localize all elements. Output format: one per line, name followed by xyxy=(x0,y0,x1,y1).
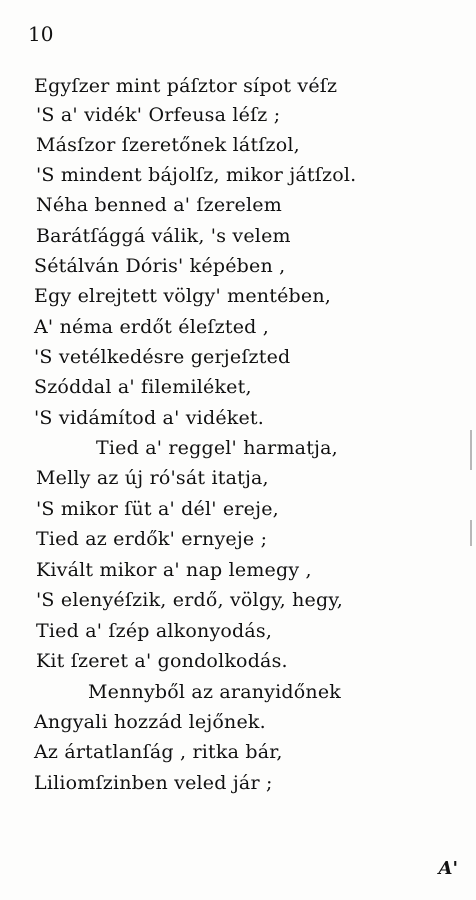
poem-line: Egyſzer mint páſztor sípot véſz xyxy=(34,75,338,97)
poem-line: 'S mindent bájolſz, mikor játſzol. xyxy=(36,164,357,186)
poem-line: Egy elrejtett völgy' mentében, xyxy=(34,285,332,307)
poem-line: Tied a' reggel' harmatja, xyxy=(96,437,338,459)
poem-line: Kivált mikor a' nap lemegy , xyxy=(36,559,312,581)
poem-line: Kit ſzeret a' gondolkodás. xyxy=(36,650,288,672)
poem-line: 'S vidámítod a' vidéket. xyxy=(34,407,264,429)
poem-line: Sétálván Dóris' képében , xyxy=(34,255,286,277)
page-edge-mark xyxy=(470,520,472,546)
poem-line: Angyali hozzád lejőnek. xyxy=(34,711,266,733)
poem-line: 'S elenyéſzik, erdő, völgy, hegy, xyxy=(36,589,343,611)
poem-line: 'S a' vidék' Orfeusa léſz ; xyxy=(36,104,281,126)
page-edge-mark xyxy=(470,430,472,470)
page-number: 10 xyxy=(28,22,54,46)
poem-line: Az ártatlanſág , ritka bár, xyxy=(34,741,283,763)
poem-line: Melly az új ró'sát itatja, xyxy=(36,467,269,489)
poem-line: 'S mikor ſüt a' dél' ereje, xyxy=(36,498,279,520)
poem-line: Szóddal a' filemiléket, xyxy=(34,376,252,398)
poem-line: Néha benned a' ſzerelem xyxy=(36,194,282,216)
poem-line: 'S vetélkedésre gerjeſzted xyxy=(34,346,291,368)
poem-line: A' néma erdőt éleſzted , xyxy=(34,316,269,338)
poem-line: Tied a' ſzép alkonyodás, xyxy=(36,620,273,642)
poem-line: Tied az erdők' ernyeje ; xyxy=(36,528,268,550)
poem-line: Másſzor ſzeretőnek látſzol, xyxy=(36,134,300,156)
poem-line: Barátſággá válik, 's velem xyxy=(36,225,291,247)
catchword: A' xyxy=(438,858,458,879)
poem-line: Liliomſzinben veled jár ; xyxy=(34,772,273,794)
poem-line: Mennyből az aranyidőnek xyxy=(88,681,341,703)
